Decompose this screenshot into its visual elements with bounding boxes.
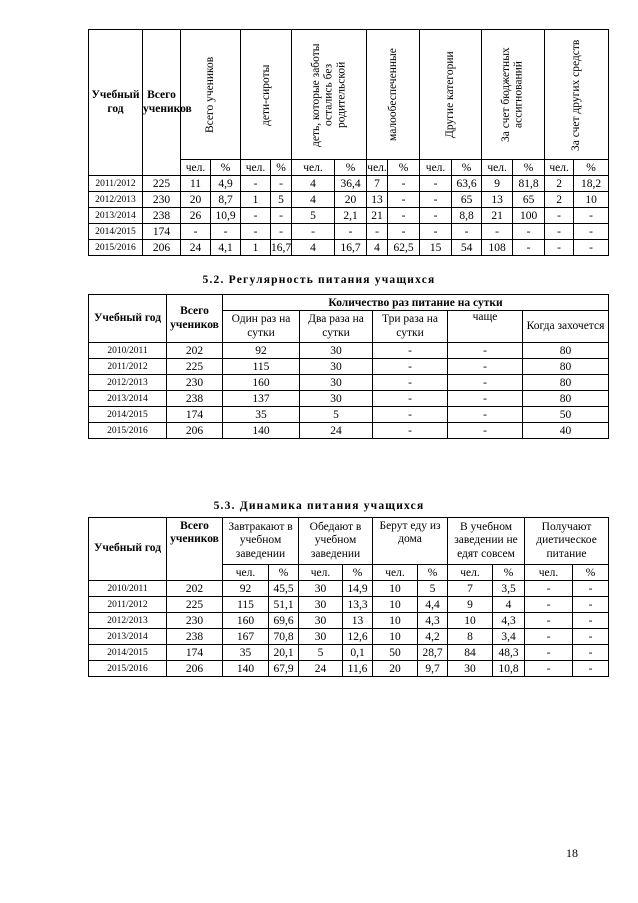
table-cell: 5 [271,192,292,208]
col-header-label: деть, которые заботы остались без родительской [310,42,348,147]
table-cell: 115 [223,597,269,613]
table-cell: 4,3 [418,613,448,629]
table-cell: - [482,224,513,240]
table-cell: 35 [223,407,300,423]
table-cell: 26 [181,208,211,224]
table-cell: - [241,224,271,240]
subheader-cell: % [513,160,545,176]
row-total: 238 [167,629,223,645]
col-header-once: Один раз на сутки [223,311,300,343]
table-cell: 65 [513,192,545,208]
table-cell: - [271,208,292,224]
table-cell: 4 [292,240,335,256]
table-cell: 8 [448,629,493,645]
table-cell: 108 [482,240,513,256]
table-row [89,423,609,439]
table-cell: 3,4 [493,629,525,645]
table-cell: 4,2 [418,629,448,645]
table-cell: 5 [300,407,373,423]
row-year: 2014/2015 [89,645,167,661]
table-cell: 92 [223,343,300,359]
table-row [89,240,609,256]
table-cell: 16,7 [271,241,292,254]
table-cell: 10,9 [211,208,241,224]
row-year: 2013/2014 [89,208,143,224]
table-cell: - [271,224,292,240]
table-cell: - [574,208,609,224]
table-cell: 70,8 [269,629,299,645]
table-cell: 67,9 [269,661,299,677]
row-total: 230 [143,192,181,208]
table-cell: 54 [452,240,482,256]
table-cell: 13,3 [343,597,373,613]
col-header-label: За счет других средств [570,38,583,151]
row-year: 2014/2015 [89,407,167,423]
table-cell: 2 [545,192,574,208]
subheader-cell: % [211,160,241,176]
table-cell: 30 [299,613,343,629]
subheader-cell: чел. [292,160,335,176]
table-cell: - [388,208,420,224]
table-cell: 5 [292,208,335,224]
table-cell: - [573,645,609,661]
subheader-cell: % [418,565,448,581]
col-header-label: За счет бюджетных ассигнований [500,47,526,142]
col-header-more: чаще [448,311,523,343]
col-header-no-parents [292,30,367,160]
table-cell: 115 [223,359,300,375]
table-cell: - [574,224,609,240]
table-cell: 63,6 [452,176,482,192]
table-cell: 4 [367,240,388,256]
subheader-cell: чел. [545,160,574,176]
table-cell: 4,3 [493,613,525,629]
row-total: 206 [167,661,223,677]
table-cell: 1 [241,192,271,208]
row-total: 206 [167,423,223,439]
col-header-other-funds [545,30,609,160]
table-cell: 20 [335,192,367,208]
table-cell: - [373,423,448,439]
table-cell: 13 [367,192,388,208]
table-cell: - [545,208,574,224]
table-cell: - [573,581,609,597]
row-year: 2012/2013 [89,192,143,208]
table-cell: 5 [418,581,448,597]
table-cell: 140 [223,423,300,439]
table-cell: 80 [523,391,609,407]
table-row [89,375,609,391]
row-total: 230 [167,375,223,391]
table-regularity [88,294,609,439]
col-header-total: Всего учеников [167,295,223,343]
table-cell: 137 [223,391,300,407]
table-cell: 18,2 [574,176,609,192]
col-header-label: Всего учеников [204,56,217,133]
table-cell: 2 [545,176,574,192]
table-cell: 20,1 [269,645,299,661]
subheader-cell: чел. [223,565,269,581]
table-cell: 30 [299,581,343,597]
table-cell: - [292,224,335,240]
row-total: 225 [167,597,223,613]
col-header-home-food: Берут еду из дома [373,518,448,565]
table-cell: - [388,224,420,240]
table-cell: 50 [523,407,609,423]
subheader-cell: % [388,160,420,176]
row-total: 174 [167,645,223,661]
table-cell: 12,6 [343,629,373,645]
row-year: 2015/2016 [89,423,167,439]
table-cell: - [513,240,545,256]
table-cell: - [373,359,448,375]
table-cell: 100 [513,208,545,224]
table-body [89,176,609,256]
row-year: 2011/2012 [89,359,167,375]
col-header-orphans [241,30,292,160]
row-total: 238 [143,208,181,224]
table-cell: - [388,176,420,192]
subheader-cell: % [269,565,299,581]
subheader-cell: чел. [373,565,418,581]
table-row [89,613,609,629]
table-cell: 20 [373,661,418,677]
table-cell: 8,7 [211,192,241,208]
table-cell: 40 [523,423,609,439]
row-year: 2011/2012 [89,176,143,192]
table-cell: 24 [299,661,343,677]
col-header-year: Учебный год [89,295,167,343]
row-year: 2015/2016 [89,240,143,256]
table-dynamics [88,517,609,677]
subheader-cell: чел. [299,565,343,581]
table-row [89,224,609,240]
table-row [89,407,609,423]
table-cell: - [545,240,574,256]
table-cell: - [420,224,452,240]
table-cell: 30 [448,661,493,677]
table-row [89,645,609,661]
table-cell: 30 [300,343,373,359]
table-row [89,359,609,375]
table-cell: 62,5 [388,240,420,256]
table-cell: 30 [300,391,373,407]
subheader-cell: чел. [181,160,211,176]
subheader-cell: чел. [367,161,387,174]
table-cell: - [525,629,573,645]
table-cell: 7 [367,176,388,192]
table-cell: 21 [367,208,388,224]
row-year: 2013/2014 [89,391,167,407]
table-benefits [88,29,609,256]
col-header-all [181,30,241,160]
table-cell: 0,1 [343,645,373,661]
table-cell: 160 [223,375,300,391]
table-cell: - [573,661,609,677]
col-header-other [420,30,482,160]
row-year: 2012/2013 [89,375,167,391]
table-cell: 30 [300,375,373,391]
table-cell: 9 [482,176,513,192]
table-cell: - [525,597,573,613]
table-cell: 7 [448,581,493,597]
row-year: 2010/2011 [89,343,167,359]
section-title-regularity: 5.2. Регулярность питания учащихся [202,274,436,286]
table-cell: - [525,661,573,677]
row-total: 202 [167,343,223,359]
table-cell: - [574,240,609,256]
table-cell: 92 [223,581,269,597]
col-header-low-income [367,30,420,160]
section-title-dynamics: 5.3. Динамика питания учащихся [213,500,425,512]
table-cell: 10 [574,192,609,208]
row-total: 230 [167,613,223,629]
table-cell: - [373,343,448,359]
table-cell: 10,8 [493,661,525,677]
table-cell: 4,1 [211,240,241,256]
table-cell: - [373,391,448,407]
table-cell: 84 [448,645,493,661]
table-cell: 16,7 [335,240,367,256]
table-cell: 13 [343,613,373,629]
table-row [89,629,609,645]
table-cell: 50 [373,645,418,661]
table-cell: - [420,176,452,192]
subheader-cell: % [573,565,609,581]
col-header-lunch: Обедают в учебном заведении [299,518,373,565]
row-total: 202 [167,581,223,597]
table-cell: 48,3 [493,645,525,661]
table-cell: 30 [299,597,343,613]
col-header-twice: Два раза на сутки [300,311,373,343]
col-header-breakfast: Завтракают в учебном заведении [223,518,299,565]
row-year: 2010/2011 [89,581,167,597]
table-row [89,343,609,359]
col-header-label: малообеспеченные [386,48,399,141]
table-cell: - [388,192,420,208]
row-year: 2015/2016 [89,661,167,677]
table-cell: 4,4 [418,597,448,613]
table-cell: - [271,176,292,192]
subheader-cell: % [452,160,482,176]
table-cell: 30 [300,359,373,375]
table-cell: 9 [448,597,493,613]
table-cell: 81,8 [513,176,545,192]
subheader-cell: чел. [525,565,573,581]
table-cell: - [335,224,367,240]
table-cell: 24 [181,240,211,256]
table-cell: - [573,629,609,645]
table-cell: 160 [223,613,269,629]
table-cell: - [181,224,211,240]
table-cell: - [448,359,523,375]
table-cell: 14,9 [343,581,373,597]
table-cell: 10 [448,613,493,629]
table-cell: - [448,423,523,439]
table-cell: 51,1 [269,597,299,613]
table-cell: 2,1 [335,208,367,224]
row-total: 174 [167,407,223,423]
table-cell: 11 [181,176,211,192]
col-header-total: Всего учеников [167,518,223,581]
col-header-year: Учебный год [89,30,143,176]
table-cell: - [373,407,448,423]
table-cell: - [545,224,574,240]
col-header-total: Всего учеников [143,30,181,176]
table-cell: 80 [523,343,609,359]
table-cell: 10 [373,597,418,613]
table-row [89,208,609,224]
table-cell: 4 [292,192,335,208]
table-row [89,661,609,677]
table-cell: - [211,224,241,240]
col-header-thrice: Три раза на сутки [373,311,448,343]
col-header-year: Учебный год [89,518,167,581]
table-cell: - [525,613,573,629]
table-cell: 167 [223,629,269,645]
table-row [89,391,609,407]
col-header-no-eat: В учебном заведении не едят совсем [448,518,525,565]
subheader-cell: % [335,160,367,176]
col-header-label: дети-сироты [259,63,272,126]
row-year: 2014/2015 [89,224,143,240]
table-cell: - [513,224,545,240]
table-cell: 1 [241,240,271,256]
table-cell: 69,6 [269,613,299,629]
table-cell: - [525,581,573,597]
subheader-cell: чел. [420,160,452,176]
subheader-cell: % [493,565,525,581]
table-cell: 36,4 [335,176,367,192]
table-cell: - [420,208,452,224]
subheader-cell: чел. [482,160,513,176]
table-cell: 28,7 [418,645,448,661]
table-cell: 10 [373,581,418,597]
row-total: 174 [143,224,181,240]
table-cell: 10 [373,629,418,645]
table-cell: 4,9 [211,176,241,192]
table-cell: 4 [292,176,335,192]
table-cell: - [241,176,271,192]
col-header-group: Количество раз питание на сутки [223,295,609,311]
table-cell: - [452,224,482,240]
table-row [89,176,609,192]
subheader-cell: % [343,565,373,581]
col-header-budget [482,30,545,160]
table-cell: 10 [373,613,418,629]
subheader-cell: % [574,160,609,176]
row-year: 2011/2012 [89,597,167,613]
table-cell: 15 [420,240,452,256]
table-cell: 21 [482,208,513,224]
table-cell: 140 [223,661,269,677]
subheader-cell: % [271,160,292,176]
table-cell: - [448,407,523,423]
page-number: 18 [566,846,578,860]
table-cell: 8,8 [452,208,482,224]
row-year: 2012/2013 [89,613,167,629]
table-cell: - [367,224,388,240]
col-header-label: Другие категории [444,51,457,138]
row-total: 225 [167,359,223,375]
table-cell: - [420,192,452,208]
table-cell: - [448,343,523,359]
table-cell: - [573,597,609,613]
subheader-cell: чел. [241,160,271,176]
table-cell: - [241,208,271,224]
table-cell: 4 [493,597,525,613]
table-body [89,343,609,439]
table-cell: 13 [482,192,513,208]
table-row [89,581,609,597]
table-cell: 80 [523,375,609,391]
row-total: 206 [143,240,181,256]
table-row [89,192,609,208]
col-header-diet: Получают диетическое питание [525,518,609,565]
subheader-cell: чел. [448,565,493,581]
table-cell: - [448,391,523,407]
table-cell: - [448,375,523,391]
table-cell: 3,5 [493,581,525,597]
table-cell: 11,6 [343,661,373,677]
table-cell: 9,7 [418,661,448,677]
row-year: 2013/2014 [89,629,167,645]
table-cell: 80 [523,359,609,375]
table-row [89,597,609,613]
table-cell: 20 [181,192,211,208]
table-cell: 24 [300,423,373,439]
table-cell: 30 [299,629,343,645]
table-cell: 45,5 [269,581,299,597]
table-body [89,581,609,677]
row-total: 225 [143,176,181,192]
table-cell: 5 [299,645,343,661]
table-cell: - [573,613,609,629]
col-header-anytime: Когда захочется [523,311,609,343]
row-total: 238 [167,391,223,407]
table-cell: 65 [452,192,482,208]
table-cell: 35 [223,645,269,661]
table-cell: - [525,645,573,661]
table-cell: - [373,375,448,391]
